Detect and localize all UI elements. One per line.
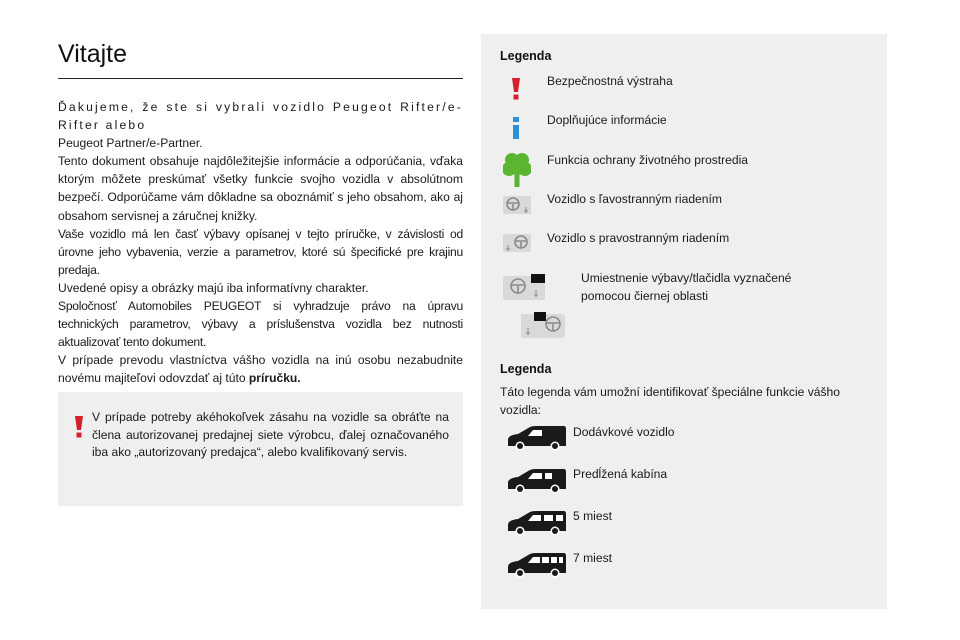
dealer-warning-box xyxy=(58,392,463,506)
extended-cab-icon xyxy=(506,467,568,495)
seven-seat-icon xyxy=(506,551,568,579)
intro-paragraph-descriptions: Uvedené opisy a obrázky majú iba informatívny charakter. xyxy=(58,280,369,295)
intro-text xyxy=(58,98,463,388)
legend-label-extended-cab: Predĺžená kabína xyxy=(573,467,668,481)
intro-paragraph-equipment: Vaše vozidlo má len časť výbavy opísanej v tejto príručke, v závislosti od úrovne jeho vybavenia, verzie a parametrov, ktoré sú špecifické pre krajinu predaja. xyxy=(58,226,463,277)
tree-icon xyxy=(503,151,531,187)
intro-paragraph-rights: Spoločnosť Automobiles PEUGEOT si vyhradzuje právo na úpravu technických parametrov, výbavy a príslušenstva vozidla bez nutnosti aktualizovať tento dokument. xyxy=(58,299,463,350)
intro-paragraph-transfer: V prípade prevodu vlastníctva vášho vozidla na inú osobu nezabudnite novému majiteľovi odovzdať aj túto príručku. xyxy=(58,353,463,386)
legend-label-van: Dodávkové vozidlo xyxy=(573,425,675,439)
page-title: Vitajte xyxy=(58,40,128,68)
title-divider xyxy=(58,78,463,79)
legend-label-safety: Bezpečnostná výstraha xyxy=(547,74,673,88)
van-icon xyxy=(506,424,568,452)
legend-label-seven-seats: 7 miest xyxy=(573,551,612,565)
legend-label-eco: Funkcia ochrany životného prostredia xyxy=(547,153,748,167)
handbook-word: príručku. xyxy=(248,371,301,386)
exclamation-icon xyxy=(510,78,522,100)
legend-label-info: Doplňujúce informácie xyxy=(547,113,667,127)
info-icon xyxy=(511,117,521,139)
intro-paragraph-thanks: Ďakujeme, že ste si vybrali vozidlo Peugeot Rifter/e-Rifter alebo Peugeot Partner/e-Partner. xyxy=(58,100,463,151)
legend-label-lhd: Vozidlo s ľavostranným riadením xyxy=(547,192,722,206)
legend-label-rhd: Vozidlo s pravostranným riadením xyxy=(547,231,730,245)
legend-panel xyxy=(481,34,887,609)
rhd-steering-icon xyxy=(501,232,533,254)
legend-description: Táto legenda vám umožní identifikovať špeciálne funkcie vášho vozidla: xyxy=(500,385,840,417)
dealer-warning-text: V prípade potreby akéhokoľvek zásahu na vozidle sa obráťte na člena autorizovanej predajnej siete výrobcu, ďalej označovaného iba ako „autorizovaný predajca“, alebo kvalifikovaný servis. xyxy=(92,410,449,460)
intro-paragraph-document: Tento dokument obsahuje najdôležitejšie informácie a odporúčania, vďaka ktorým môžete preskúmať všetky funkcie svojho vozidla v absolútnom bezpečí. Odporúčame vám dôkladne sa oboznámiť s jeho obsahom, ako aj obsahom servisnej a záručnej knižky. xyxy=(58,154,463,223)
five-seat-icon xyxy=(506,509,568,537)
legend-label-location: Umiestnenie výbavy/tlačidla vyznačené pomocou čiernej oblasti xyxy=(581,271,792,303)
dashboard-location-icon xyxy=(501,270,573,340)
lhd-steering-icon xyxy=(501,194,533,216)
legend-heading-vehicle: Legenda xyxy=(500,362,552,376)
legend-label-five-seats: 5 miest xyxy=(573,509,612,523)
welcome-section xyxy=(58,34,463,388)
legend-heading: Legenda xyxy=(500,49,552,63)
exclamation-icon xyxy=(72,416,86,438)
